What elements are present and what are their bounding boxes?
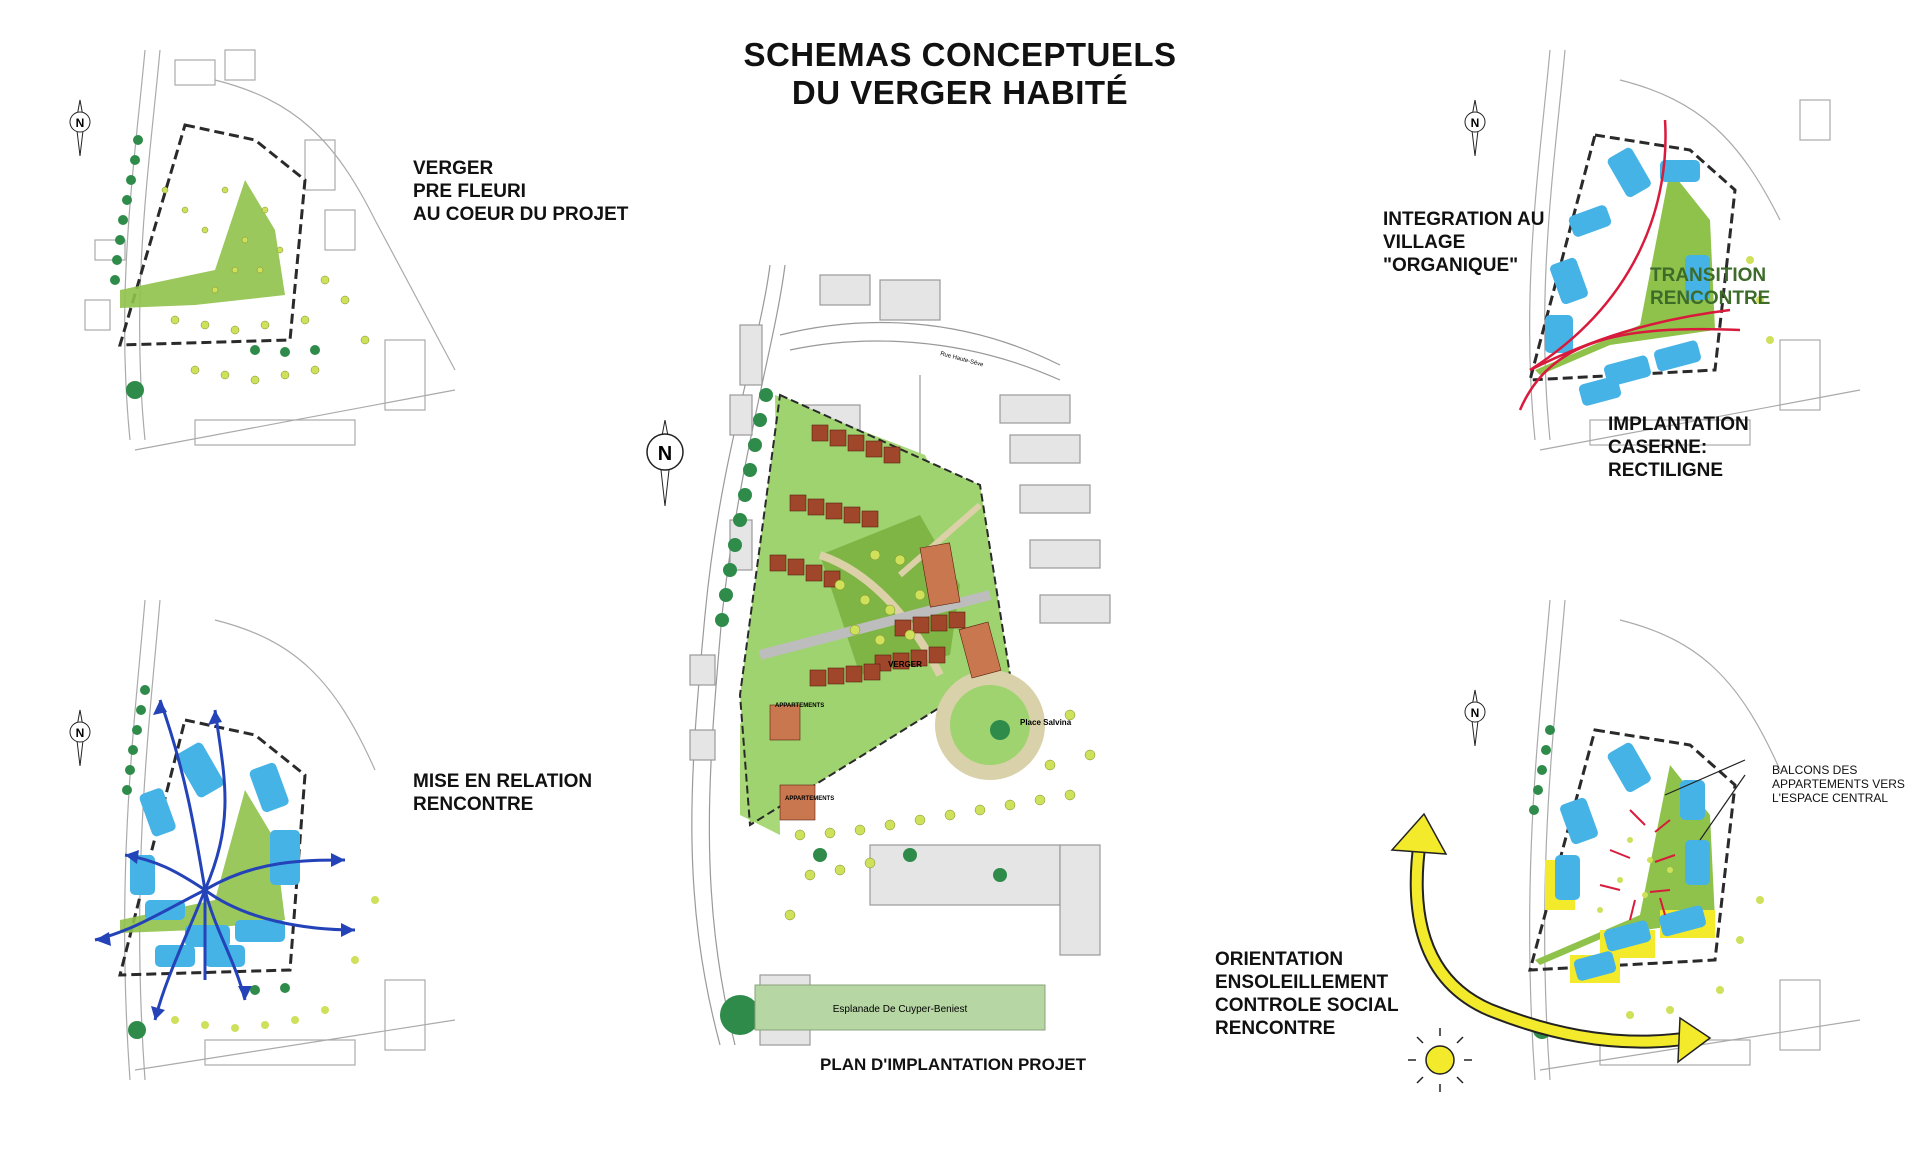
label-line: APPARTEMENTS VERS: [1772, 777, 1905, 791]
label-line: RENCONTRE: [1650, 288, 1771, 309]
north-arrow-icon: [65, 710, 95, 770]
label-line: TRANSITION: [1650, 265, 1767, 286]
sun-path-arrow: [1380, 800, 1740, 1100]
north-letter: N: [657, 443, 673, 465]
label-mise-en-relation: [413, 770, 592, 816]
panel-relation-map: [75, 600, 475, 1120]
label-orientation: [1215, 948, 1399, 1040]
site-plan: [657, 255, 1120, 1055]
label-line: MISE EN RELATION: [413, 771, 593, 792]
label-line: VILLAGE: [1383, 232, 1466, 253]
main-title-line-2: DU VERGER HABITÉ: [791, 74, 1129, 111]
label-line: RENCONTRE: [413, 794, 534, 815]
appartements-label: APPARTEMENTS: [785, 796, 835, 802]
site-map-verger: [75, 40, 475, 460]
label-line: PRE FLEURI: [413, 181, 526, 202]
street-label: Rue Haute-Sève: [939, 351, 984, 369]
label-integration: [1383, 208, 1545, 277]
label-verger: [413, 157, 628, 226]
north-compass: [1460, 690, 1490, 755]
label-line: ORIENTATION: [1215, 949, 1344, 970]
label-line: RECTILIGNE: [1608, 460, 1724, 481]
north-arrow-icon: [1460, 690, 1490, 750]
label-implantation: [1608, 413, 1749, 482]
panel-verger-map: [75, 40, 475, 460]
north-compass: [1460, 100, 1490, 165]
north-letter: N: [1470, 116, 1480, 130]
north-letter: N: [75, 116, 85, 130]
verger-label: VERGER: [888, 660, 922, 669]
label-line: INTEGRATION AU: [1383, 209, 1545, 230]
esplanade-label: Esplanade De Cuyper-Beniest: [832, 1004, 968, 1015]
north-arrow-icon: [1460, 100, 1490, 160]
label-line: AU COEUR DU PROJET: [413, 204, 629, 225]
sun-icon: [1408, 1028, 1472, 1092]
label-line: VERGER: [413, 158, 494, 179]
place-label: Place Salvina: [1020, 718, 1072, 727]
north-arrow-icon: [65, 100, 95, 160]
center-plan-caption: PLAN D'IMPLANTATION PROJET: [820, 1055, 1086, 1074]
label-line: L'ESPACE CENTRAL: [1772, 791, 1889, 805]
label-line: CONTROLE SOCIAL: [1215, 995, 1399, 1016]
label-line: "ORGANIQUE": [1383, 255, 1519, 276]
north-letter: N: [75, 726, 85, 740]
main-title-line-1: SCHEMAS CONCEPTUELS: [743, 36, 1177, 73]
north-compass: [65, 100, 95, 165]
center-site-plan: [657, 255, 1120, 1055]
label-line: RENCONTRE: [1215, 1018, 1336, 1039]
appartements-label: APPARTEMENTS: [775, 703, 825, 709]
north-compass: [65, 710, 95, 775]
north-letter: N: [1470, 706, 1480, 720]
label-balcons: [1772, 763, 1905, 805]
label-line: CASERNE:: [1608, 437, 1708, 458]
label-transition: [1650, 264, 1770, 310]
label-line: ENSOLEILLEMENT: [1215, 972, 1389, 993]
label-line: IMPLANTATION: [1608, 414, 1749, 435]
label-line: BALCONS DES: [1772, 763, 1858, 777]
site-map-relation: [75, 600, 475, 1120]
